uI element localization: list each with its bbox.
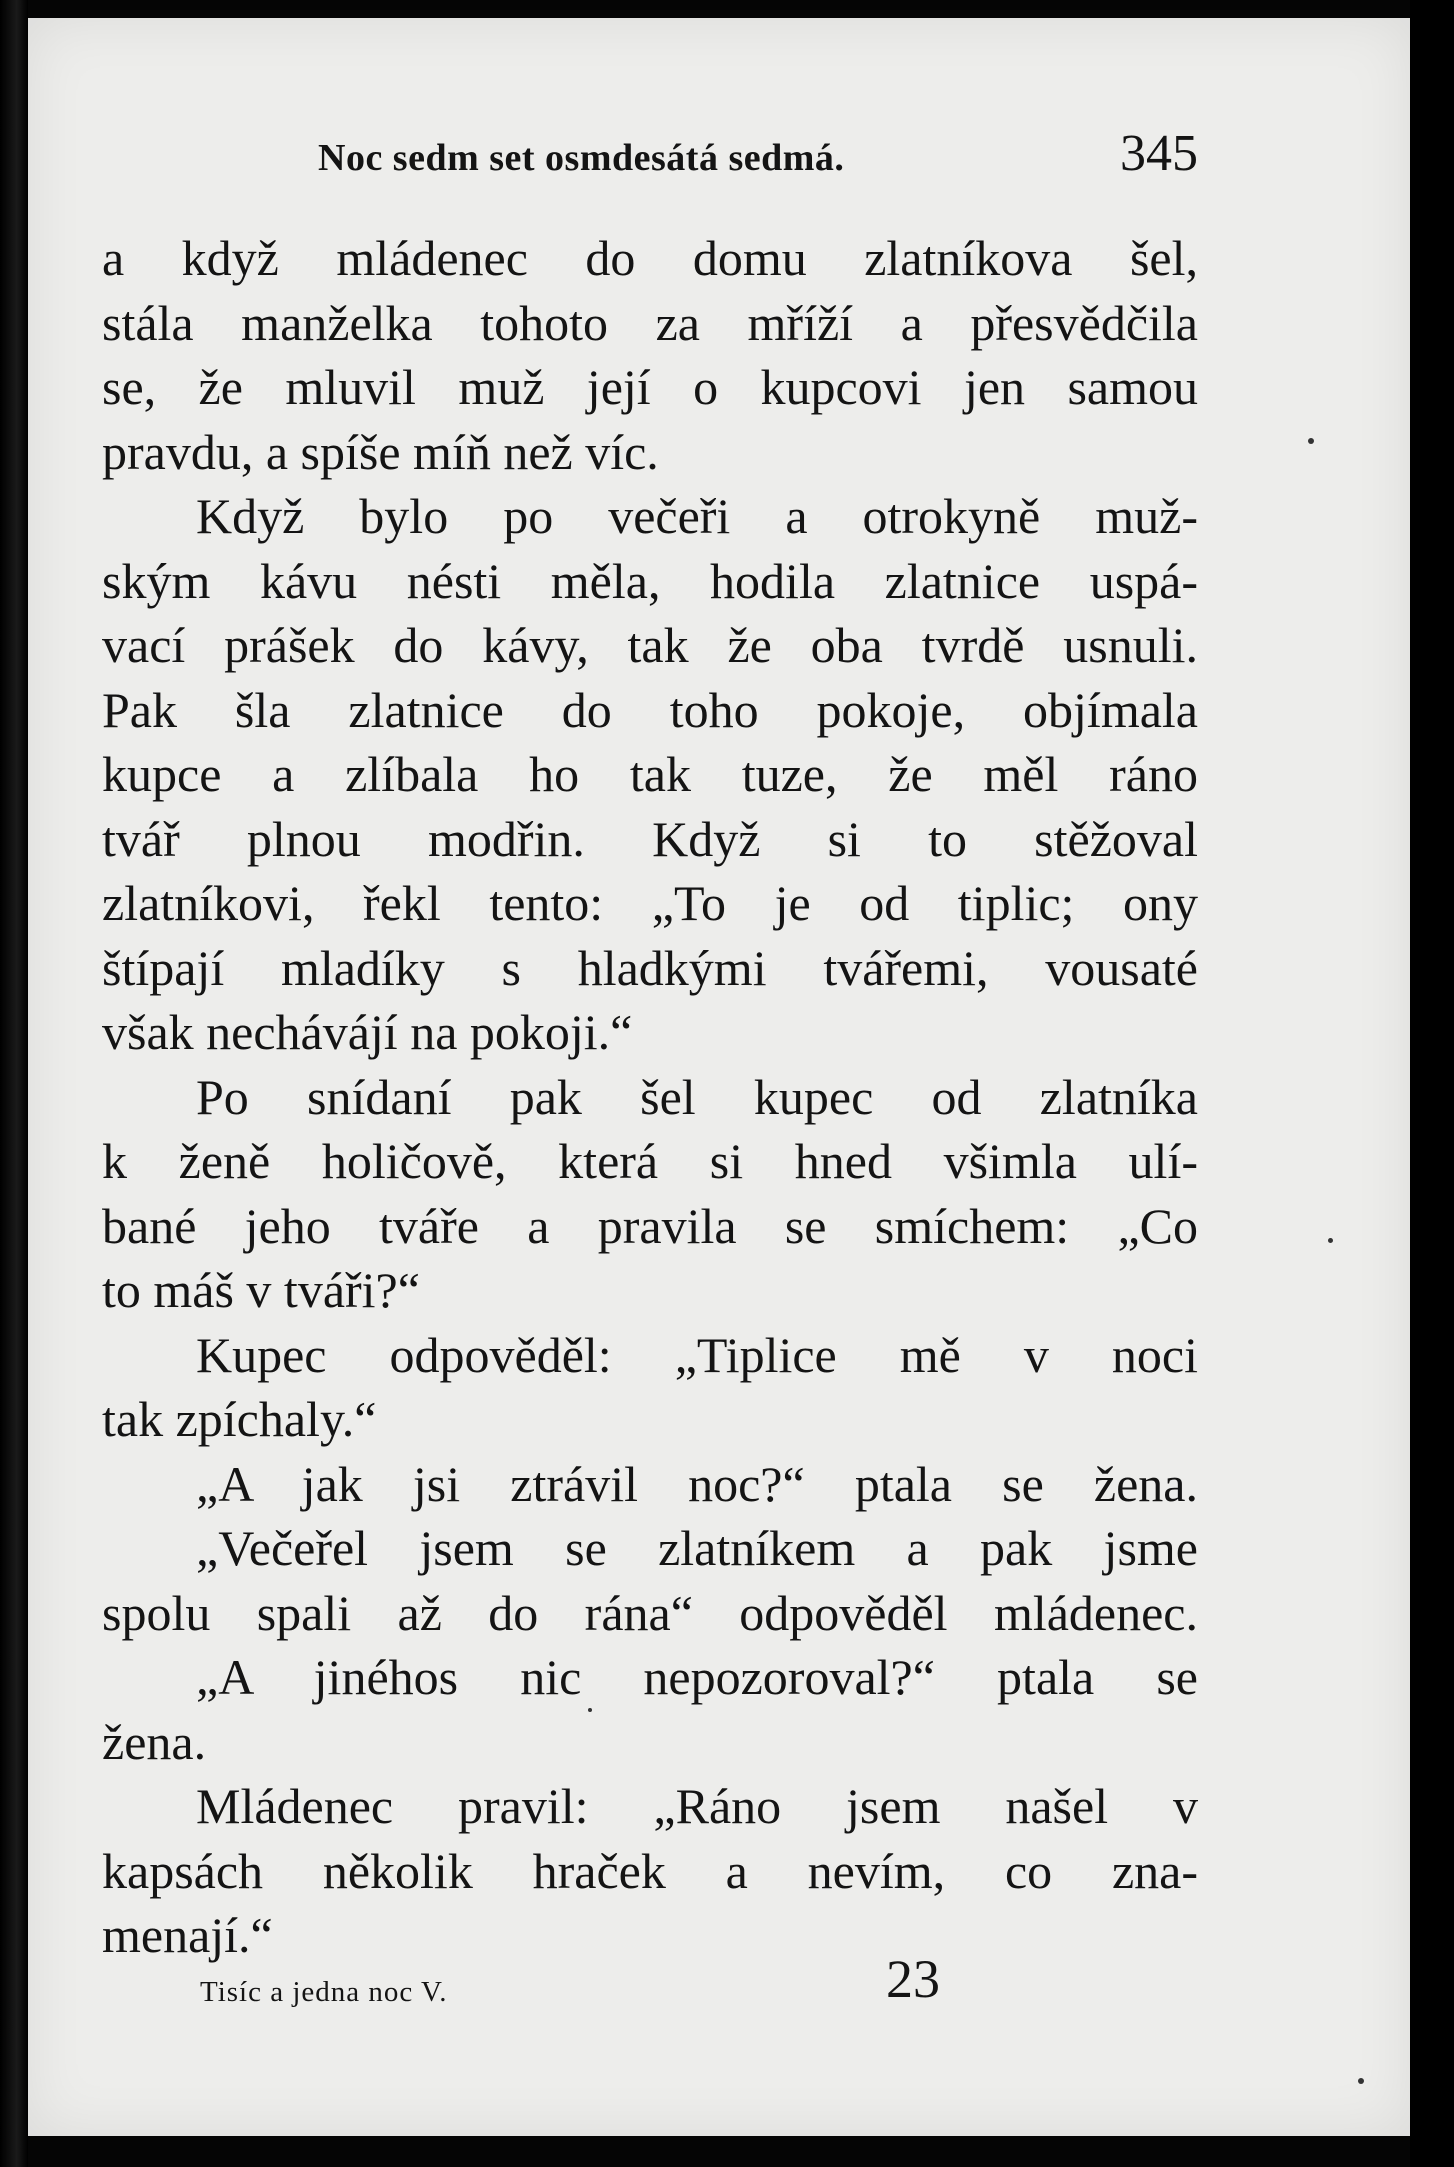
text-line: tvář plnou modřin. Když si to stěžoval (102, 810, 1198, 867)
text-line: Po snídaní pak šel kupec od zlatníka (196, 1068, 1198, 1125)
text-line: se, že mluvil muž její o kupcovi jen samou (102, 359, 1198, 415)
text-line: „A jinéhos nic nepozoroval?“ ptala se (196, 1649, 1198, 1705)
text-line: Když bylo po večeři a otrokyně muž- (196, 488, 1198, 544)
text-line: menají.“ (102, 1907, 273, 1963)
print-speck (1308, 438, 1314, 444)
text-line: kapsách několik hraček a nevím, co zna- (102, 1842, 1198, 1899)
text-line: Pak šla zlatnice do toho pokoje, objímala (102, 681, 1198, 738)
text-line: tak zpíchaly.“ (102, 1391, 377, 1447)
page-footer (200, 1948, 1200, 2018)
text-line: to máš v tváři?“ (102, 1262, 420, 1318)
text-line: spolu spali až do rána“ odpověděl mládenec. (102, 1584, 1198, 1641)
book-page (28, 18, 1410, 2136)
text-line: vací prášek do kávy, tak že oba tvrdě usnuli. (102, 617, 1198, 673)
text-line: Mládenec pravil: „Ráno jsem našel v (196, 1778, 1198, 1834)
text-line: a když mládenec do domu zlatníkova šel, (102, 230, 1198, 286)
text-line: bané jeho tváře a pravila se smíchem: „Co (102, 1197, 1198, 1254)
text-line: ským kávu nésti měla, hodila zlatnice uspá- (102, 552, 1198, 609)
text-line: „Večeřel jsem se zlatníkem a pak jsme (196, 1520, 1198, 1576)
text-line: štípají mladíky s hladkými tvářemi, vousaté (102, 939, 1198, 996)
body-text (102, 226, 1198, 1968)
print-speck (1358, 2078, 1364, 2084)
signature-mark: Tisíc a jedna noc V. (200, 1976, 448, 2008)
text-line: žena. (102, 1713, 207, 1770)
text-line: Kupec odpověděl: „Tiplice mě v noci (196, 1326, 1198, 1383)
text-line: „A jak jsi ztrávil noc?“ ptala se žena. (196, 1455, 1198, 1512)
text-line: kupce a zlíbala ho tak tuze, že měl ráno (102, 746, 1198, 802)
text-line: pravdu, a spíše míň než víc. (102, 423, 659, 480)
scan-border (1410, 0, 1454, 2167)
print-speck (1328, 1238, 1333, 1243)
text-line: k ženě holičově, která si hned všimla ulí- (102, 1133, 1198, 1189)
binding-edge (0, 0, 28, 2167)
running-head: Noc sedm set osmdesátá sedmá. (318, 137, 845, 179)
sheet-number: 23 (886, 1949, 940, 2009)
text-line: stála manželka tohoto za mříží a přesvědčila (102, 294, 1198, 351)
text-line: však nechávájí na pokoji.“ (102, 1004, 633, 1060)
page-header (318, 124, 1198, 184)
page-number: 345 (1120, 125, 1198, 182)
print-speck (588, 1708, 592, 1712)
text-line: zlatníkovi, řekl tento: „To je od tiplic; ony (102, 875, 1198, 931)
